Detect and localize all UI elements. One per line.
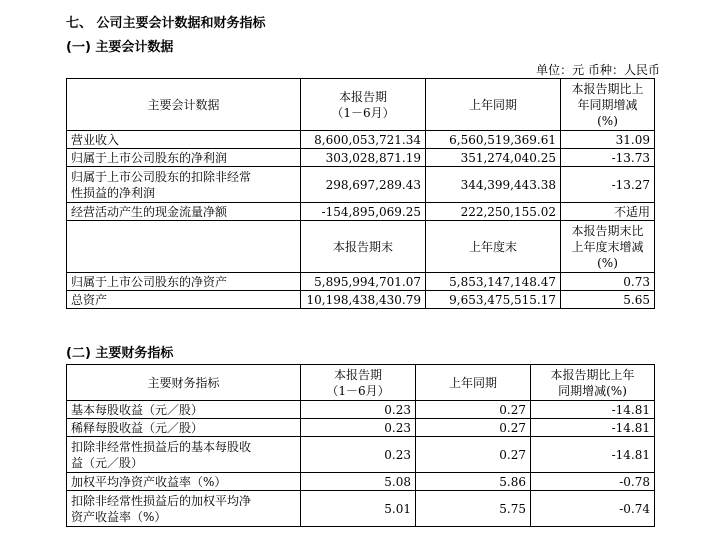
cell-current: 0.23 [301, 437, 416, 473]
cell-previous: 5,853,147,148.47 [426, 273, 561, 291]
cell-change: -13.27 [561, 167, 655, 203]
table-row [67, 401, 655, 419]
row-label: 归属于上市公司股东的净资产 [67, 273, 301, 291]
cell-current: 0.23 [301, 401, 416, 419]
table-row [67, 273, 655, 291]
cell-current: -154,895,069.25 [301, 203, 426, 221]
cell-previous: 0.27 [416, 419, 531, 437]
cell-current: 5.08 [301, 473, 416, 491]
cell-current: 0.23 [301, 419, 416, 437]
header-cell-indicator: 主要会计数据 [67, 79, 301, 131]
cell-change: -14.81 [531, 437, 655, 473]
table-row [67, 203, 655, 221]
table-subheader-row [67, 221, 655, 273]
table-row [67, 149, 655, 167]
financial-indicators-table [66, 364, 655, 527]
cell-previous: 6,560,519,369.61 [426, 131, 561, 149]
subsection-title-accounting-data: (一) 主要会计数据 [66, 40, 174, 55]
header-cell-indicator: 主要财务指标 [67, 365, 301, 401]
cell-current: 5,895,994,701.07 [301, 273, 426, 291]
cell-current: 5.01 [301, 491, 416, 527]
cell-previous: 9,653,475,515.17 [426, 291, 561, 309]
header-cell-previous: 上年同期 [416, 365, 531, 401]
header-cell-previous: 上年同期 [426, 79, 561, 131]
table-row [67, 419, 655, 437]
cell-current: 303,028,871.19 [301, 149, 426, 167]
table-row [67, 491, 655, 527]
cell-change: -14.81 [531, 419, 655, 437]
row-label: 经营活动产生的现金流量净额 [67, 203, 301, 221]
cell-change: -13.73 [561, 149, 655, 167]
header-cell-change: 本报告期比上年 同期增减(%) [531, 365, 655, 401]
cell-previous: 222,250,155.02 [426, 203, 561, 221]
header-cell-empty [67, 221, 301, 273]
cell-change: 0.73 [561, 273, 655, 291]
row-label: 稀释每股收益（元／股） [67, 419, 301, 437]
table-row [67, 167, 655, 203]
table-row [67, 437, 655, 473]
cell-previous: 5.75 [416, 491, 531, 527]
row-label: 归属于上市公司股东的扣除非经常 性损益的净利润 [67, 167, 301, 203]
cell-previous: 0.27 [416, 437, 531, 473]
unit-currency-note: 单位：元 币种：人民币 [536, 63, 660, 77]
cell-current: 8,600,053,721.34 [301, 131, 426, 149]
header-cell-change: 本报告期比上 年同期增减 (%) [561, 79, 655, 131]
header-cell-current: 本报告期 （1－6月） [301, 365, 416, 401]
cell-previous: 351,274,040.25 [426, 149, 561, 167]
cell-current: 10,198,438,430.79 [301, 291, 426, 309]
table-row [67, 291, 655, 309]
cell-previous: 0.27 [416, 401, 531, 419]
accounting-data-table [66, 78, 655, 309]
header-cell-current: 本报告期 （1－6月） [301, 79, 426, 131]
row-label: 扣除非经常性损益后的基本每股收 益（元／股） [67, 437, 301, 473]
cell-change: 不适用 [561, 203, 655, 221]
table-header-row [67, 79, 655, 131]
row-label: 归属于上市公司股东的净利润 [67, 149, 301, 167]
cell-previous: 5.86 [416, 473, 531, 491]
subsection-title-financial-indicators: (二) 主要财务指标 [66, 346, 174, 361]
row-label: 扣除非经常性损益后的加权平均净 资产收益率（%） [67, 491, 301, 527]
cell-change: 31.09 [561, 131, 655, 149]
section-title: 七、 公司主要会计数据和财务指标 [66, 16, 266, 31]
cell-change: -14.81 [531, 401, 655, 419]
row-label: 加权平均净资产收益率（%） [67, 473, 301, 491]
header-cell-prior-year-end: 上年度末 [426, 221, 561, 273]
row-label: 营业收入 [67, 131, 301, 149]
cell-change: -0.74 [531, 491, 655, 527]
cell-current: 298,697,289.43 [301, 167, 426, 203]
cell-change: 5.65 [561, 291, 655, 309]
header-cell-change: 本报告期末比 上年度末增减 (%) [561, 221, 655, 273]
table-row [67, 131, 655, 149]
cell-previous: 344,399,443.38 [426, 167, 561, 203]
table-header-row [67, 365, 655, 401]
row-label: 基本每股收益（元／股） [67, 401, 301, 419]
table-row [67, 473, 655, 491]
header-cell-period-end: 本报告期末 [301, 221, 426, 273]
cell-change: -0.78 [531, 473, 655, 491]
row-label: 总资产 [67, 291, 301, 309]
